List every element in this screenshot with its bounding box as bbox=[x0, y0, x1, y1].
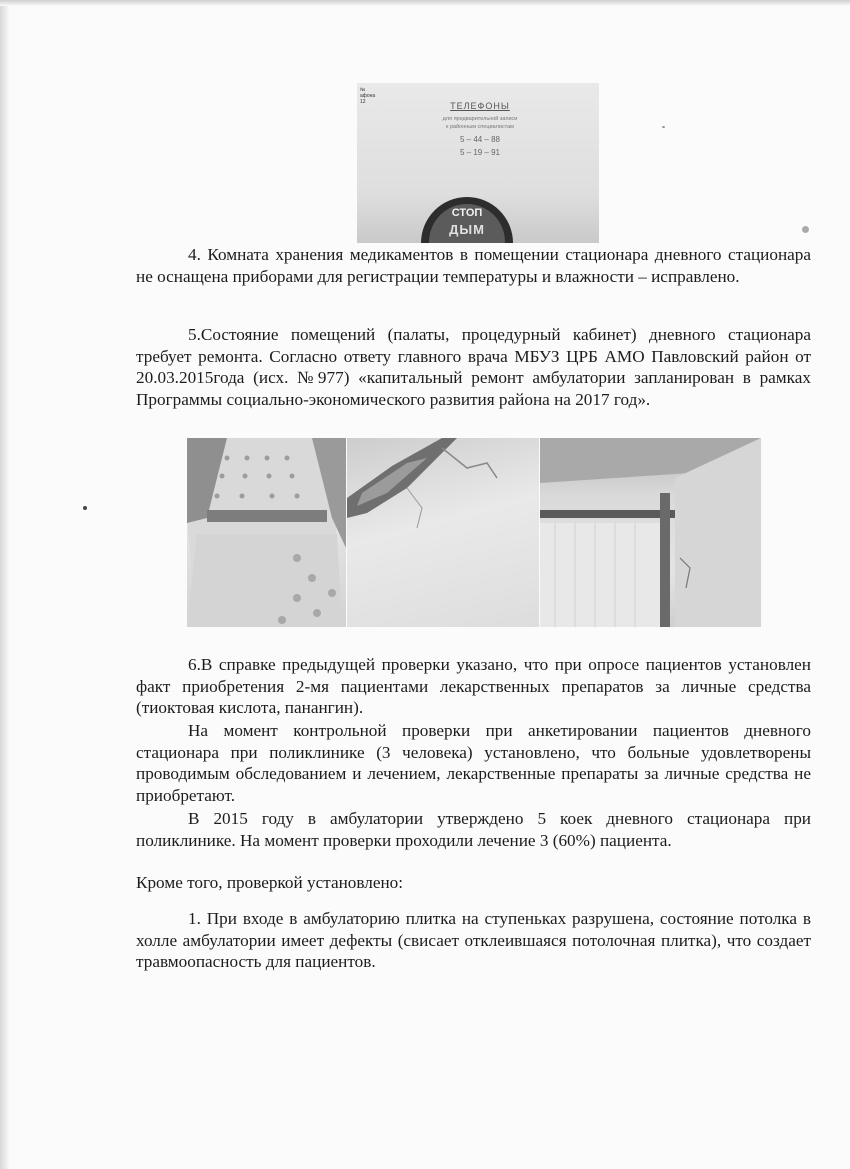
sign-corner-line: афона bbox=[360, 93, 376, 99]
paragraph-also-found: Кроме того, проверкой установлено: bbox=[136, 873, 404, 892]
scan-speck bbox=[802, 226, 809, 233]
phone-number: 5 – 19 – 91 bbox=[459, 148, 501, 157]
scan-speck bbox=[83, 506, 87, 510]
paragraph-item-6: 6.В справке предыдущей проверки указано, что при опросе пациентов установлен факт приобретения 2-мя пациентами лекарственных препаратов за личные средства (тиоктовая кислота, панангин). bbox=[136, 655, 811, 717]
scan-speck bbox=[662, 126, 665, 128]
sign-corner-line: 12 bbox=[360, 99, 366, 105]
stop-sign-word: ДЫМ bbox=[449, 222, 485, 237]
sign-corner-line: № bbox=[360, 87, 366, 93]
corridor-floor-drawing bbox=[187, 438, 346, 627]
damaged-ceiling-drawing bbox=[540, 438, 761, 627]
scan-top-shadow bbox=[0, 0, 850, 6]
sign-corner-text bbox=[360, 87, 375, 105]
phone-board bbox=[391, 93, 569, 191]
phone-board-subtitle-line: для предварительной записи bbox=[442, 116, 518, 122]
phone-sign-photo bbox=[357, 83, 599, 243]
cracked-wall-drawing bbox=[347, 438, 539, 627]
scan-edge-shadow bbox=[0, 0, 10, 1169]
photo-damaged-ceiling bbox=[540, 438, 761, 627]
phone-board-title: ТЕЛЕФОНЫ bbox=[450, 101, 510, 111]
paragraph-control-check: На момент контрольной проверки при анкетировании пациентов дневного стационара при поликлинике (3 человека) установлено, что больные удовлетворены проводимым обследованием и лечением, лекарственные препараты за личные средства не приобретают. bbox=[136, 721, 811, 805]
stop-sign-word: СТОП bbox=[451, 207, 483, 219]
phone-board-subtitle-line: к районным специалистам bbox=[446, 124, 514, 130]
phone-number: 5 – 44 – 88 bbox=[459, 135, 501, 144]
phone-board-subtitle bbox=[391, 115, 569, 131]
photo-corridor-floor bbox=[187, 438, 346, 627]
paragraph-beds-2015: В 2015 году в амбулатории утверждено 5 коек дневного стационара при поликлинике. На момент проверки проходили лечение 3 (60%) пациента. bbox=[136, 809, 811, 850]
paragraph-finding-1: 1. При входе в амбулаторию плитка на ступеньках разрушена, состояние потолка в холле амбулатории имеет дефекты (свисает отклеившаяся потолочная плитка), что создает травмоопасность для пациентов. bbox=[136, 909, 811, 971]
stop-smoking-sign bbox=[421, 197, 513, 243]
photo-cracked-wall bbox=[347, 438, 539, 627]
paragraph-item-5: 5.Состояние помещений (палаты, процедурный кабинет) дневного стационара требует ремонта. Согласно ответу главного врача МБУЗ ЦРБ АМО Павловский район от 20.03.2015года (исх. №977) «капитальный ремонт амбулатории запланирован в рамках Программы социально-экономического развития района на 2017 год». bbox=[136, 325, 811, 409]
premises-photos bbox=[187, 438, 761, 627]
paragraph-item-4: 4. Комната хранения медикаментов в помещении стационара дневного стационара не оснащена приборами для регистрации температуры и влажности – исправлено. bbox=[136, 245, 811, 286]
